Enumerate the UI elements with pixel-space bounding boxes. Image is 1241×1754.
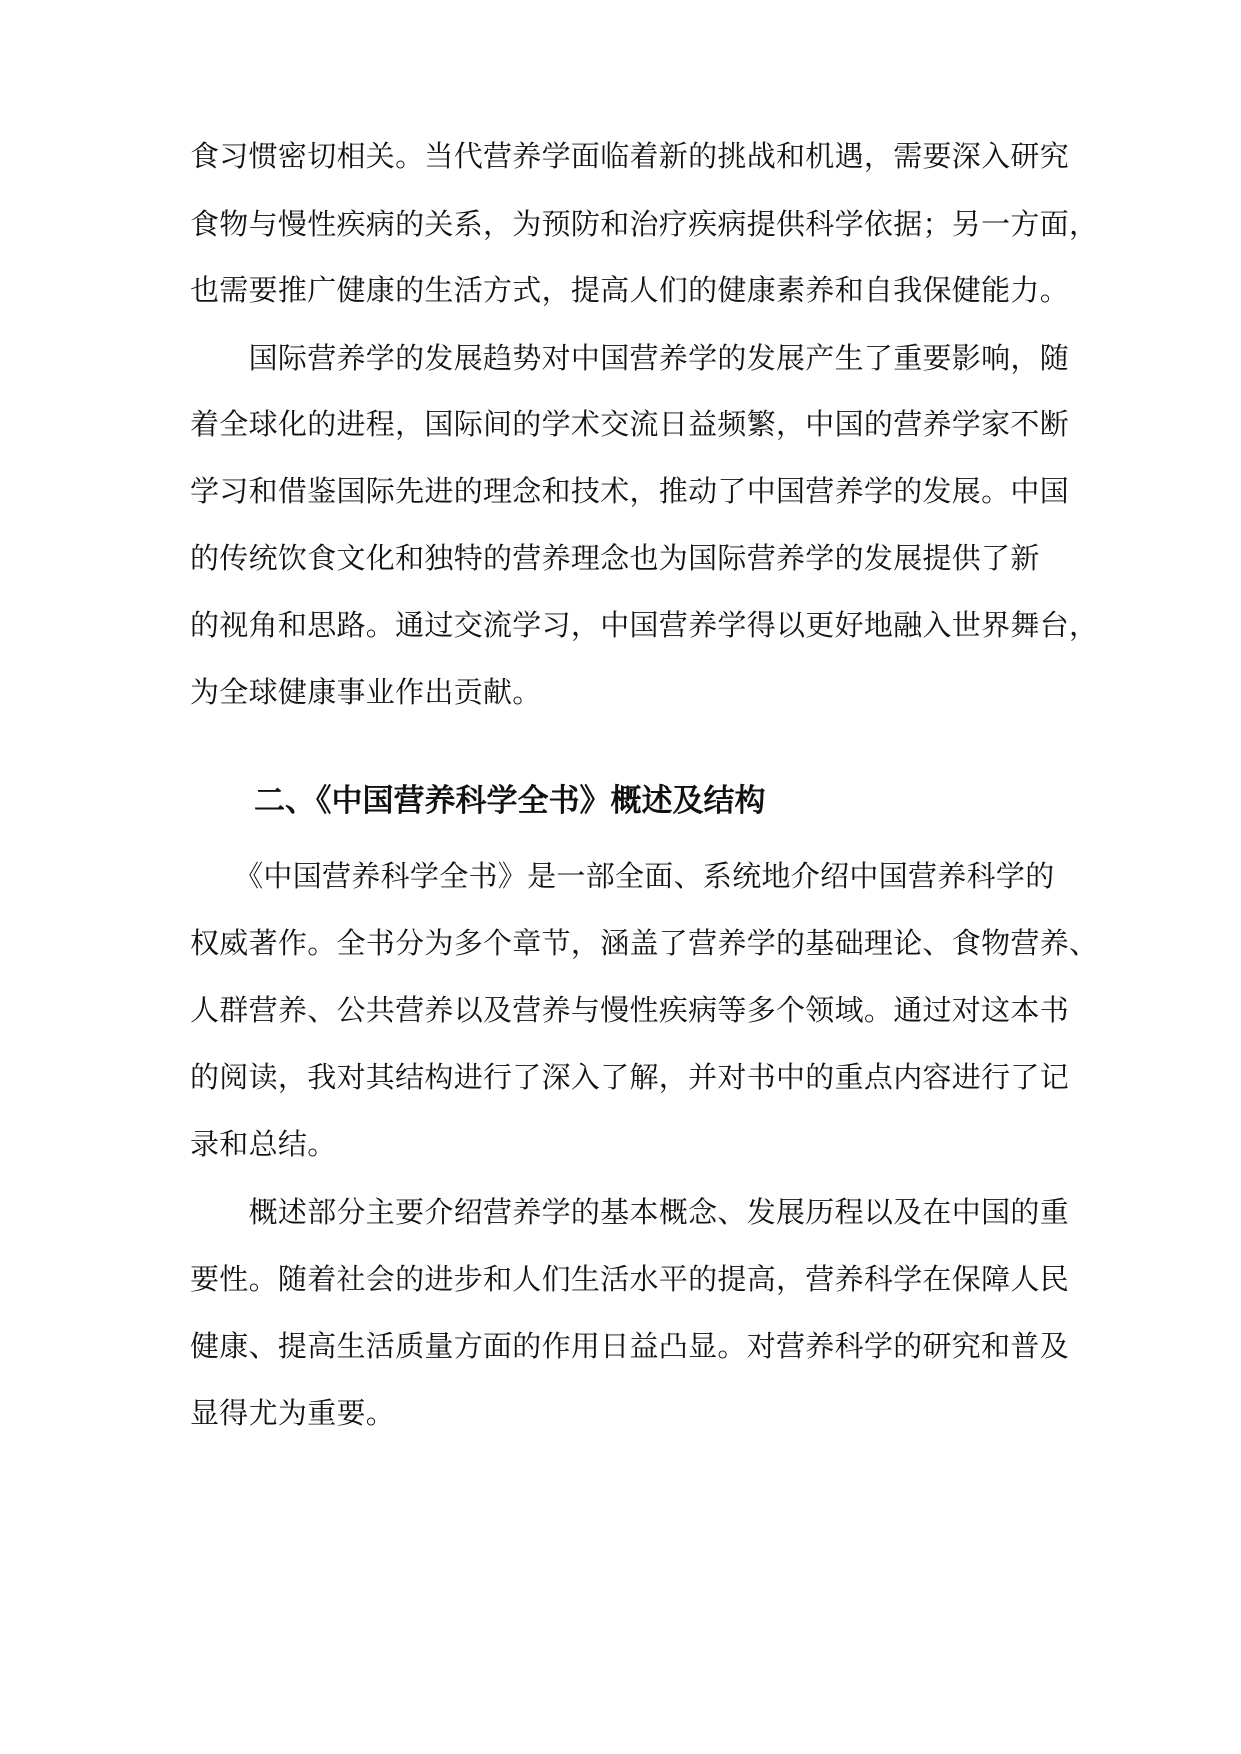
paragraph-3-line-4: 的阅读，我对其结构进行了深入了解，并对书中的重点内容进行了记 (190, 1060, 1070, 1094)
paragraph-2-line-1: 国际营养学的发展趋势对中国营养学的发展产生了重要影响，随 (190, 341, 1070, 375)
section-heading: 二、《中国营养科学全书》概述及结构 (254, 783, 766, 819)
paragraph-3-line-3: 人群营养、公共营养以及营养与慢性疾病等多个领域。通过对这本书 (190, 993, 1070, 1027)
paragraph-2-line-6: 为全球健康事业作出贡献。 (190, 675, 542, 709)
paragraph-2-line-4: 的传统饮食文化和独特的营养理念也为国际营养学的发展提供了新 (190, 541, 1040, 575)
paragraph-1-line-3: 也需要推广健康的生活方式，提高人们的健康素养和自我保健能力。 (190, 273, 1070, 307)
paragraph-3-line-5: 录和总结。 (190, 1127, 337, 1161)
paragraph-4-line-1: 概述部分主要介绍营养学的基本概念、发展历程以及在中国的重 (190, 1195, 1070, 1229)
paragraph-1-line-1: 食习惯密切相关。当代营养学面临着新的挑战和机遇，需要深入研究 (190, 139, 1070, 173)
paragraph-4-line-4: 显得尤为重要。 (190, 1396, 396, 1430)
paragraph-3-line-2: 权威著作。全书分为多个章节，涵盖了营养学的基础理论、食物营养、 (190, 926, 1099, 960)
paragraph-3-line-1: 《中国营养科学全书》是一部全面、系统地介绍中国营养科学的 (190, 859, 1055, 893)
paragraph-2-line-5: 的视角和思路。通过交流学习，中国营养学得以更好地融入世界舞台， (190, 608, 1099, 642)
paragraph-2-line-3: 学习和借鉴国际先进的理念和技术，推动了中国营养学的发展。中国 (190, 474, 1070, 508)
paragraph-1-line-2: 食物与慢性疾病的关系，为预防和治疗疾病提供科学依据；另一方面， (190, 207, 1099, 241)
paragraph-4-line-3: 健康、提高生活质量方面的作用日益凸显。对营养科学的研究和普及 (190, 1329, 1070, 1363)
paragraph-4-line-2: 要性。随着社会的进步和人们生活水平的提高，营养科学在保障人民 (190, 1262, 1070, 1296)
paragraph-2-line-2: 着全球化的进程，国际间的学术交流日益频繁，中国的营养学家不断 (190, 407, 1070, 441)
